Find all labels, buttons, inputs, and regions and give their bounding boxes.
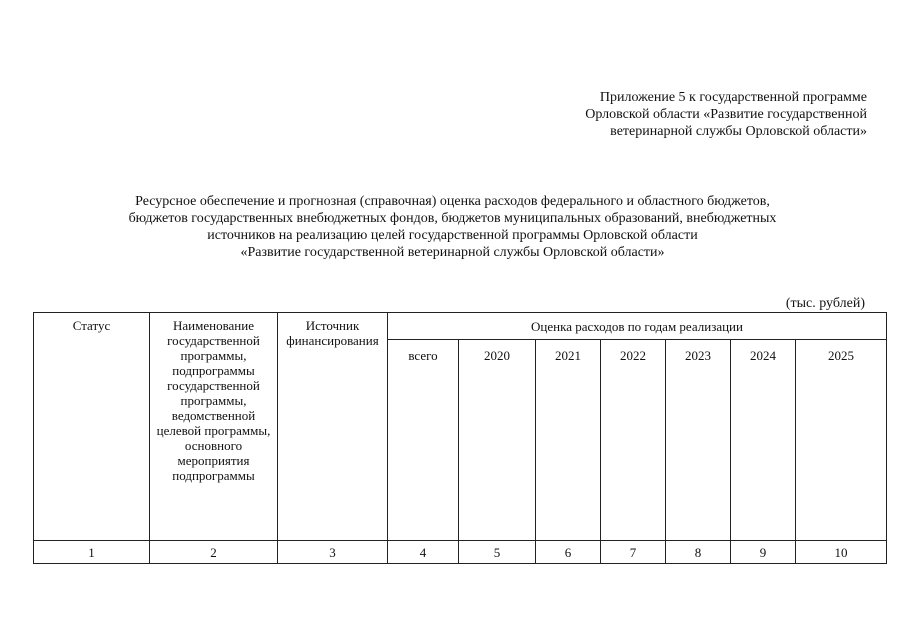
column-number: 10 <box>796 541 887 564</box>
header-funding-source: Источник финансирования <box>278 313 388 541</box>
column-number: 8 <box>666 541 731 564</box>
column-number: 9 <box>731 541 796 564</box>
header-year: 2021 <box>536 340 601 541</box>
header-year: 2025 <box>796 340 887 541</box>
column-number: 1 <box>34 541 150 564</box>
appendix-line: ветеринарной службы Орловской области» <box>610 124 867 139</box>
appendix-line: Приложение 5 к государственной программе <box>599 90 867 105</box>
column-number: 4 <box>388 541 459 564</box>
header-estimate-group: Оценка расходов по годам реализации <box>388 313 887 340</box>
appendix-line: Орловской области «Развитие государственной <box>585 107 867 122</box>
header-status: Статус <box>34 313 150 541</box>
header-year: 2023 <box>666 340 731 541</box>
column-number: 5 <box>459 541 536 564</box>
column-number: 6 <box>536 541 601 564</box>
appendix-reference <box>537 89 867 140</box>
title-line: источников на реализацию целей государственной программы Орловской области <box>207 228 698 243</box>
header-year: 2020 <box>459 340 536 541</box>
header-total: всего <box>388 340 459 541</box>
document-title <box>0 193 905 261</box>
column-number: 2 <box>150 541 278 564</box>
column-number: 7 <box>601 541 666 564</box>
units-label: (тыс. рублей) <box>785 296 865 311</box>
column-number: 3 <box>278 541 388 564</box>
title-line: Ресурсное обеспечение и прогнозная (справочная) оценка расходов федерального и областного бюджетов, <box>135 194 770 209</box>
header-year: 2022 <box>601 340 666 541</box>
header-year: 2024 <box>731 340 796 541</box>
title-line: «Развитие государственной ветеринарной службы Орловской области» <box>240 245 665 260</box>
budget-table <box>33 312 887 564</box>
header-program-name: Наименование государственной программы, подпрограммы государственной программы, ведомственной целевой программы, основного мероприятия подпрограммы <box>150 313 278 541</box>
title-line: бюджетов государственных внебюджетных фондов, бюджетов муниципальных образований, внебюджетных <box>128 211 777 226</box>
